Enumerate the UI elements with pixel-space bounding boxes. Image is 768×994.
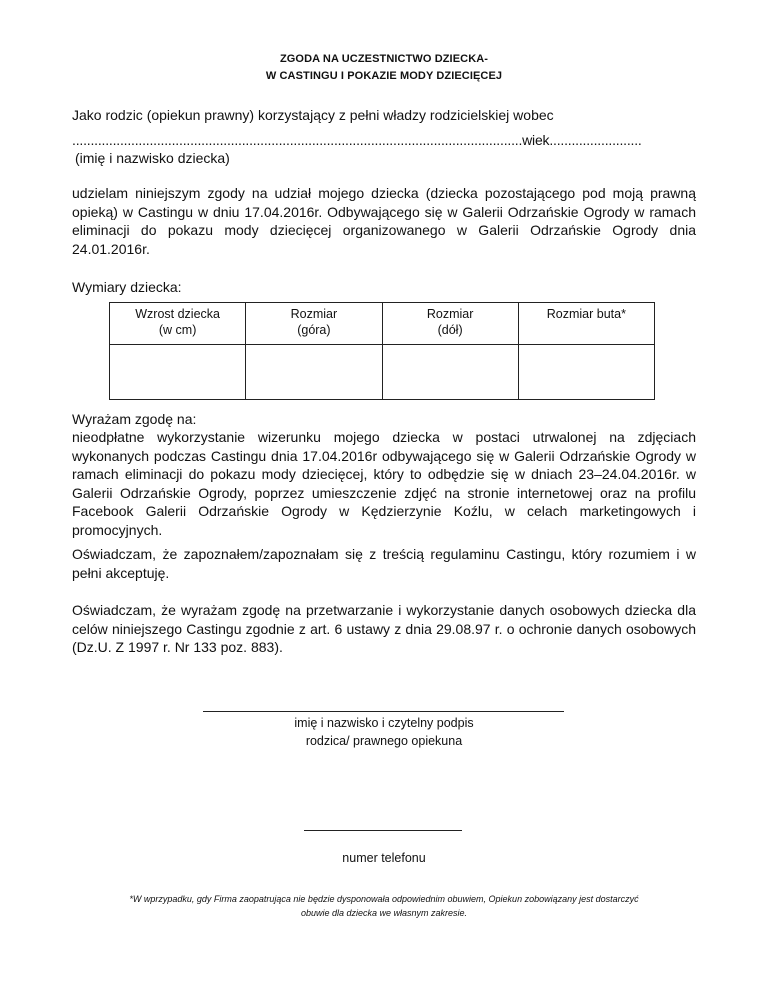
- signature-label-line-2: rodzica/ prawnego opiekuna: [305, 734, 463, 748]
- dimensions-label: Wymiary dziecka:: [72, 279, 182, 295]
- size-top-value-cell[interactable]: [246, 345, 382, 400]
- header-size-top: [246, 303, 382, 345]
- consent-paragraph: udzielam niniejszym zgody na udział mojego dziecka (dziecka pozostającego pod moją prawną opieką) w Castingu w dniu 17.04.2016r. Odbywającego się w Galerii Odrzańskie Ogrody w ramach eliminacji do pokazu mody dziecięcej organizowanego w Galerii Odrzańskie Ogrody dnia 24.01.2016r.: [72, 185, 696, 257]
- dimensions-header-row: [110, 303, 655, 345]
- dimensions-value-row: [110, 345, 655, 400]
- statement-regulations: Oświadczam, że zapoznałem/zapoznałam się z treścią regulaminu Castingu, który rozumiem i w pełni akceptuję.: [72, 546, 696, 581]
- header-height: [110, 303, 246, 345]
- shoe-size-value-cell[interactable]: [518, 345, 654, 400]
- child-name-age-field[interactable]: ..........................................................................................................................wiek.........................: [72, 132, 642, 148]
- height-value-cell[interactable]: [110, 345, 246, 400]
- header-height-line-1: Wzrost dziecka: [135, 307, 220, 321]
- child-name-hint: (imię i nazwisko dziecka): [75, 150, 230, 166]
- agree-heading: Wyrażam zgodę na:: [72, 411, 197, 427]
- intro-text: Jako rodzic (opiekun prawny) korzystający z pełni władzy rodzicielskiej wobec: [72, 107, 554, 123]
- signature-label-line-1: imię i nazwisko i czytelny podpis: [294, 716, 474, 730]
- header-size-top-line-1: Rozmiar: [290, 307, 338, 321]
- header-size-bottom-line-2: (dół): [437, 323, 463, 337]
- phone-number-line[interactable]: [304, 830, 462, 831]
- dimensions-table: [109, 302, 655, 400]
- footnote-line-1: *W wprzypadku, gdy Firma zaopatrująca nie będzie dysponowała odpowiednim obuwiem, Opiekun zobowiązany jest dostarczyć: [129, 894, 639, 904]
- header-size-top-line-2: (góra): [297, 323, 331, 337]
- phone-number-label: numer telefonu: [342, 851, 426, 865]
- document-title-line-2: W CASTINGU I POKAZIE MODY DZIECIĘCEJ: [265, 70, 503, 82]
- header-shoe-size: [518, 303, 654, 345]
- header-shoe-size-line-1: Rozmiar buta*: [546, 307, 626, 321]
- header-size-bottom-line-1: Rozmiar: [426, 307, 474, 321]
- footnote-line-2: obuwie dla dziecka we własnym zakresie.: [300, 908, 468, 918]
- signature-line[interactable]: [203, 711, 564, 712]
- agree-paragraph: nieodpłatne wykorzystanie wizerunku mojego dziecka w postaci utrwalonej na zdjęciach wykonanych podczas Castingu dnia 17.04.2016r odbywającego się w Galerii Odrzańskie Ogrody w ramach eliminacji do pokazu mody dziecięcej, który to odbędzie się w dniach 23–24.04.2016r. w Galerii Odrzańskie Ogrody, poprzez umieszczenie zdjęć na stronie internetowej oraz na profilu Facebook Galerii Odrzańskie Ogrody w Kędzierzynie Koźlu, w celach marketingowych i promocyjnych.: [72, 429, 696, 538]
- size-bottom-value-cell[interactable]: [382, 345, 518, 400]
- document-title-line-1: ZGODA NA UCZESTNICTWO DZIECKA-: [279, 53, 489, 65]
- statement-data-processing: Oświadczam, że wyrażam zgodę na przetwarzanie i wykorzystanie danych osobowych dziecka dla celów niniejszego Castingu zgodnie z art. 6 ustawy z dnia 29.08.97 r. o ochronie danych osobowych (Dz.U. Z 1997 r. Nr 133 poz. 883).: [72, 602, 696, 655]
- header-height-line-2: (w cm): [158, 323, 197, 337]
- header-size-bottom: [382, 303, 518, 345]
